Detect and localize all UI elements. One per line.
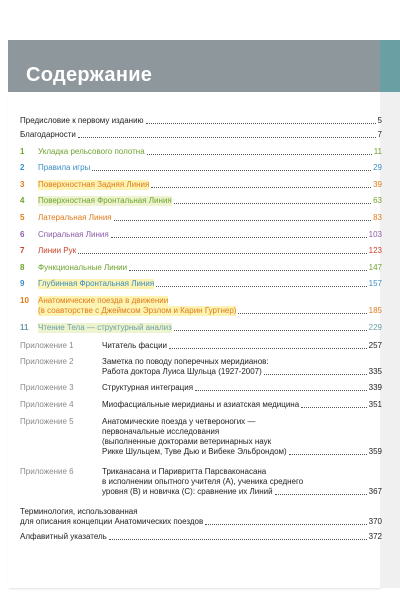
page-title: Содержание xyxy=(26,64,153,86)
toc-entry-title: Анатомические поезда в движении xyxy=(38,296,169,305)
chapter-number: 4 xyxy=(20,196,25,205)
dot-leader xyxy=(174,203,371,204)
page-number: 7 xyxy=(377,130,382,139)
appendix-label: Приложение 2 xyxy=(20,357,74,366)
page-number: 29 xyxy=(373,163,382,172)
page-number: 229 xyxy=(368,323,382,332)
toc-entry-title: Глубинная Фронтальная Линия xyxy=(38,279,155,288)
dot-leader xyxy=(111,237,367,238)
page-number: 83 xyxy=(373,213,382,222)
page-number: 157 xyxy=(368,279,382,288)
page-number: 351 xyxy=(368,400,382,409)
chapter-number: 5 xyxy=(20,213,25,222)
dot-leader xyxy=(92,170,371,171)
toc-entry-title: Читатель фасции xyxy=(102,341,168,350)
dot-leader xyxy=(174,330,367,331)
toc-entry-title: первоначальные исследования xyxy=(102,427,220,436)
toc-entry-title: Работа доктора Луиса Шульца (1927-2007) xyxy=(102,367,262,376)
dot-leader xyxy=(151,187,371,188)
dot-leader xyxy=(195,390,367,391)
page-number: 367 xyxy=(368,487,382,496)
dot-leader xyxy=(147,154,372,155)
page-number: 11 xyxy=(373,147,382,156)
toc-entry-title: уровня (В) и новичка (С): сравнение их Линий xyxy=(102,487,273,496)
appendix-label: Приложение 5 xyxy=(20,417,74,426)
chapter-number: 6 xyxy=(20,230,25,239)
toc-entry-title: Предисловие к первому изданию xyxy=(20,116,144,125)
page-number: 147 xyxy=(368,263,382,272)
dot-leader xyxy=(78,137,376,138)
page-number: 339 xyxy=(368,383,382,392)
dot-leader xyxy=(129,270,367,271)
page-number: 103 xyxy=(368,230,382,239)
toc-entry-title: Благодарности xyxy=(20,130,76,139)
toc-entry-title: Правила игры xyxy=(38,163,91,172)
dot-leader xyxy=(169,348,367,349)
chapter-number: 9 xyxy=(20,279,25,288)
appendix-label: Приложение 3 xyxy=(20,383,74,392)
toc-entry-title: Функциональные Линии xyxy=(38,263,128,272)
dot-leader xyxy=(264,374,367,375)
toc-entry-title: Чтение Тела — структурный анализ xyxy=(38,323,172,332)
toc-entry-title: (выполненные докторами ветеринарных наук xyxy=(102,437,272,446)
dot-leader xyxy=(78,253,367,254)
chapter-number: 1 xyxy=(20,147,25,156)
toc-entry-title: для описания концепции Анатомических поездов xyxy=(20,517,204,526)
dot-leader xyxy=(289,454,367,455)
page-number: 372 xyxy=(368,532,382,541)
toc-entry-title: Миофасциальные меридианы и азиатская медицина xyxy=(102,400,300,409)
chapter-number: 8 xyxy=(20,263,25,272)
dot-leader xyxy=(301,407,366,408)
dot-leader xyxy=(205,524,366,525)
toc-entry-title: Терминология, использованная xyxy=(20,507,138,516)
toc-entry-title: Укладка рельсового полотна xyxy=(38,147,145,156)
appendix-label: Приложение 1 xyxy=(20,341,74,350)
page-number: 257 xyxy=(368,341,382,350)
toc-entry-title: (в соавторстве с Джеймсом Эрзлом и Карин Гуртнер) xyxy=(38,306,237,315)
toc-entry-title: Рикке Шульцем, Туве Дью и Вибеке Эльброндом) xyxy=(102,447,287,456)
toc-entry-title: Поверхностная Фронтальная Линия xyxy=(38,196,172,205)
page-number: 335 xyxy=(368,367,382,376)
page-number: 5 xyxy=(377,116,382,125)
toc-entry-title: Алфавитный указатель xyxy=(20,532,107,541)
toc-entry-title: Латеральная Линия xyxy=(38,213,112,222)
chapter-number: 11 xyxy=(20,323,29,332)
page-number: 370 xyxy=(368,517,382,526)
appendix-label: Приложение 4 xyxy=(20,400,74,409)
chapter-number: 2 xyxy=(20,163,25,172)
toc-entry-title: Заметка по поводу поперечных меридианов: xyxy=(102,357,269,366)
page-number: 63 xyxy=(373,196,382,205)
dot-leader xyxy=(238,313,366,314)
dot-leader xyxy=(156,286,366,287)
toc-entry-title: Поверхностная Задняя Линия xyxy=(38,180,150,189)
dot-leader xyxy=(146,123,376,124)
dot-leader xyxy=(275,494,367,495)
toc-entry-title: в исполнении опытного учителя (А), ученика среднего xyxy=(102,477,304,486)
toc-entry-title: Линии Рук xyxy=(38,246,77,255)
appendix-label: Приложение 6 xyxy=(20,467,74,476)
chapter-number: 7 xyxy=(20,246,25,255)
toc-entry-title: Триканасана и Паривритта Парсваконасана xyxy=(102,467,267,476)
page-number: 39 xyxy=(373,180,382,189)
toc-entry-title: Спиральная Линия xyxy=(38,230,109,239)
chapter-number: 3 xyxy=(20,180,25,189)
dot-leader xyxy=(114,220,371,221)
toc-entry-title: Структурная интеграция xyxy=(102,383,194,392)
toc-entry-title: Анатомические поезда у четвероногих — xyxy=(102,417,256,426)
chapter-number: 10 xyxy=(20,296,29,305)
page-number: 123 xyxy=(368,246,382,255)
page-number: 185 xyxy=(368,306,382,315)
page-number: 359 xyxy=(368,447,382,456)
dot-leader xyxy=(109,539,367,540)
